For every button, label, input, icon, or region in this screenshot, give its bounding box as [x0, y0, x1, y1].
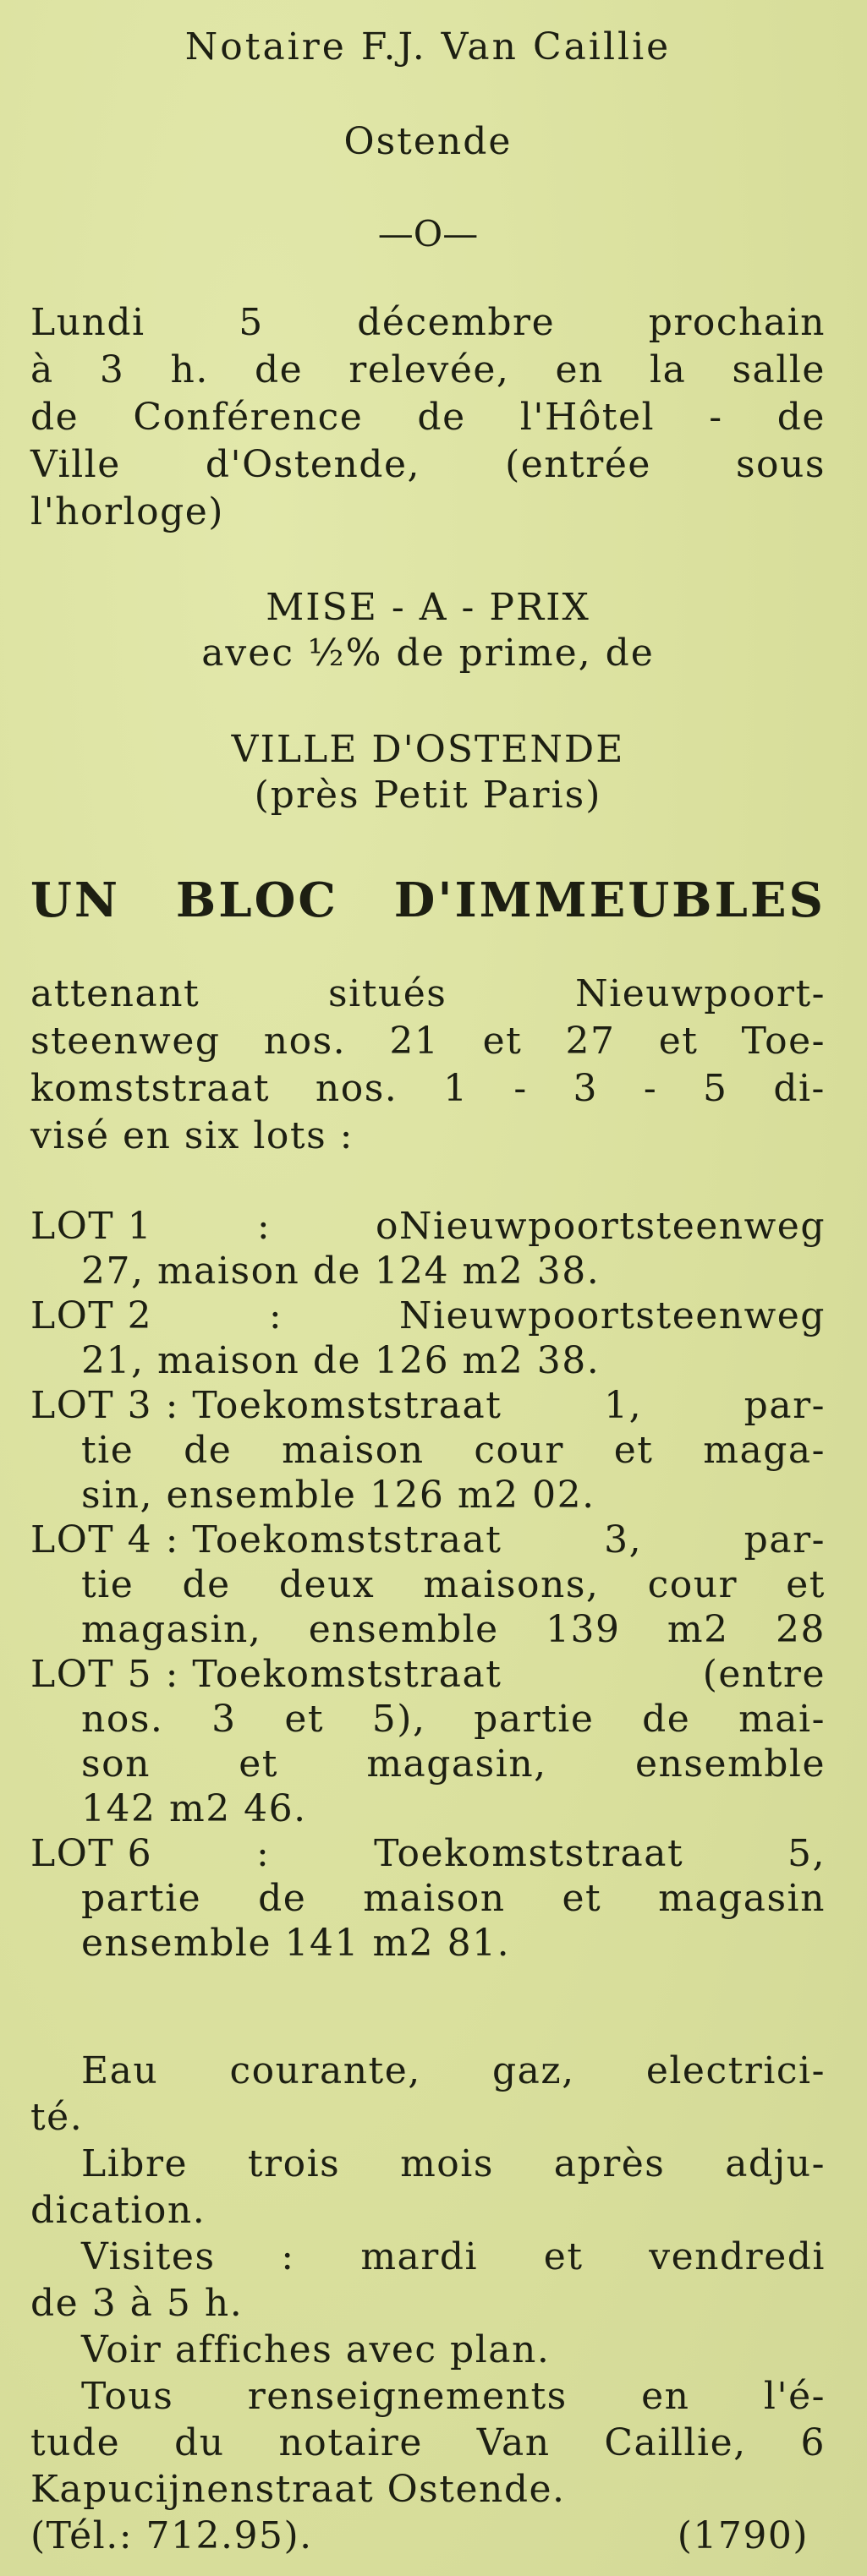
intro-paragraph [30, 299, 826, 536]
list-item: LOT 5 : Toekomststraat (entre nos. 3 et 5), partie de mai- son et magasin, ensemble 142 m2 46. [30, 1653, 826, 1830]
telephone-line [30, 2513, 826, 2559]
description-line: attenant situés Nieuwpoort- [30, 972, 826, 1015]
notary-heading: Notaire F.J. Van Caillie [184, 25, 672, 68]
property-description [30, 971, 826, 1160]
availability-note: Libre trois mois après adju- dication. [30, 2142, 826, 2232]
description-line: steenweg nos. 21 et 27 et Toe- [30, 1020, 826, 1063]
list-item: LOT 6 : Toekomststraat 5, partie de maison et magasin ensemble 141 m2 81. [30, 1832, 826, 1965]
intro-line: Ville d'Ostende, (entrée sous [30, 443, 826, 486]
mise-subtitle: avec ½% de prime, de [201, 632, 655, 675]
utilities-note: Eau courante, gaz, electrici- té. [30, 2049, 826, 2139]
contact-note: Tous renseignements en l'é- tude du notaire Van Caillie, 6 Kapucijnenstraat Ostende. [30, 2375, 826, 2511]
reference-number: (1790) [677, 2514, 809, 2557]
list-item: LOT 3 : Toekomststraat 1, par- tie de maison cour et maga- sin, ensemble 126 m2 02. [30, 1384, 826, 1517]
location-detail: (près Petit Paris) [254, 774, 602, 817]
practical-info [30, 2048, 826, 2559]
lot-list [30, 1204, 826, 1966]
list-item: LOT 4 : Toekomststraat 3, par- tie de deux maisons, cour et magasin, ensemble 139 m2 28 [30, 1518, 826, 1651]
list-item: LOT 2 : Nieuwpoortsteenweg 21, maison de 126 m2 38. [30, 1294, 826, 1382]
property-title: UN BLOC D'IMMEUBLES [30, 872, 826, 928]
visits-note: Visites : mardi et vendredi de 3 à 5 h. [30, 2235, 826, 2325]
description-line: visé en six lots : [30, 1114, 354, 1157]
location-block [30, 727, 826, 818]
telephone-number: (Tél.: 712.95). [30, 2514, 313, 2557]
intro-line: à 3 h. de relevée, en la salle [30, 348, 826, 391]
plan-note: Voir affiches avec plan. [81, 2328, 551, 2371]
location-city: VILLE D'OSTENDE [231, 728, 625, 771]
heading-separator: —O— [377, 213, 479, 254]
intro-line: l'horloge) [30, 490, 224, 533]
list-item: LOT 1 : oNieuwpoortsteenweg 27, maison de 124 m2 38. [30, 1205, 826, 1293]
intro-line: Lundi 5 décembre prochain [30, 301, 826, 344]
city-heading: Ostende [343, 120, 513, 163]
mise-a-prix [30, 585, 826, 676]
intro-line: de Conférence de l'Hôtel - de [30, 396, 826, 439]
description-line: komststraat nos. 1 - 3 - 5 di- [30, 1067, 826, 1110]
mise-title: MISE - A - PRIX [266, 586, 590, 629]
